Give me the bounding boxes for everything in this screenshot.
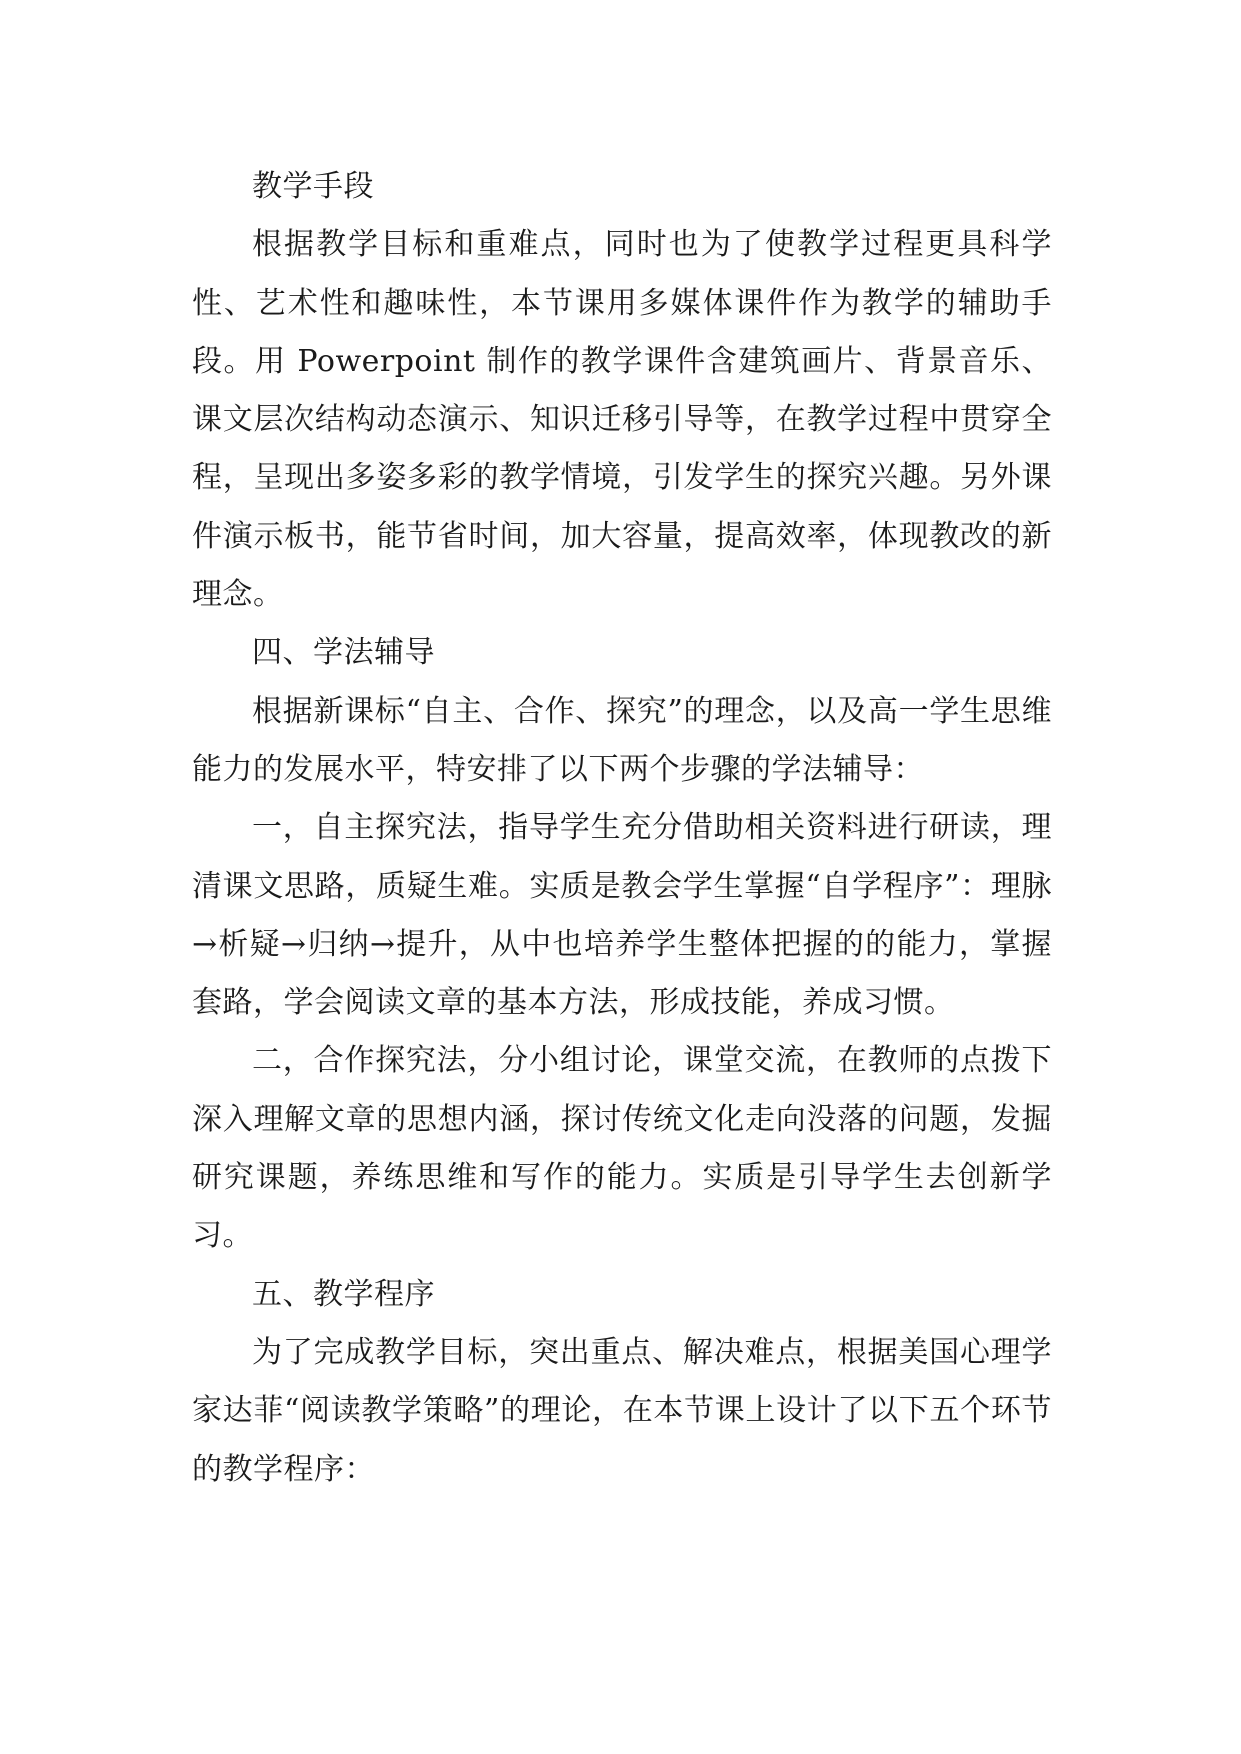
- paragraph-study-guidance-intro: 根据新课标“自主、合作、探究”的理念，以及高一学生思维能力的发展水平，特安排了以下两个步骤的学法辅导：: [192, 693, 1052, 787]
- section-heading-teaching-means: 教学手段: [252, 169, 374, 204]
- paragraph-self-inquiry-method: 一，自主探究法，指导学生充分借助相关资料进行研读，理清课文思路，质疑生难。实质是教会学生掌握“自学程序”：理脉→析疑→归纳→提升，从中也培养学生整体把握的的能力，掌握套路，学会阅读文章的基本方法，形成技能，养成习惯。: [192, 810, 1052, 1021]
- section-heading-study-guidance: 四、学法辅导: [252, 635, 435, 671]
- section-heading-teaching-procedure: 五、教学程序: [252, 1276, 435, 1312]
- paragraph-teaching-procedure-intro: 为了完成教学目标，突出重点、解决难点，根据美国心理学家达菲“阅读教学策略”的理论，在本节课上设计了以下五个环节的教学程序：: [192, 1334, 1052, 1487]
- document-body: [192, 158, 1052, 1499]
- paragraph-cooperative-inquiry-method: 二，合作探究法，分小组讨论，课堂交流，在教师的点拨下深入理解文章的思想内涵，探讨传统文化走向没落的问题，发掘研究课题，养练思维和写作的能力。实质是引导学生去创新学习。: [192, 1043, 1052, 1254]
- paragraph-teaching-means: 根据教学目标和重难点，同时也为了使教学过程更具科学性、艺术性和趣味性，本节课用多媒体课件作为教学的辅助手段。用 Powerpoint 制作的教学课件含建筑画片、背景音乐、课文层次结构动态演示、知识迁移引导等，在教学过程中贯穿全程，呈现出多姿多彩的教学情境，引发学生的探究兴趣。另外课件演示板书，能节省时间，加大容量，提高效率，体现教改的新理念。: [192, 227, 1052, 613]
